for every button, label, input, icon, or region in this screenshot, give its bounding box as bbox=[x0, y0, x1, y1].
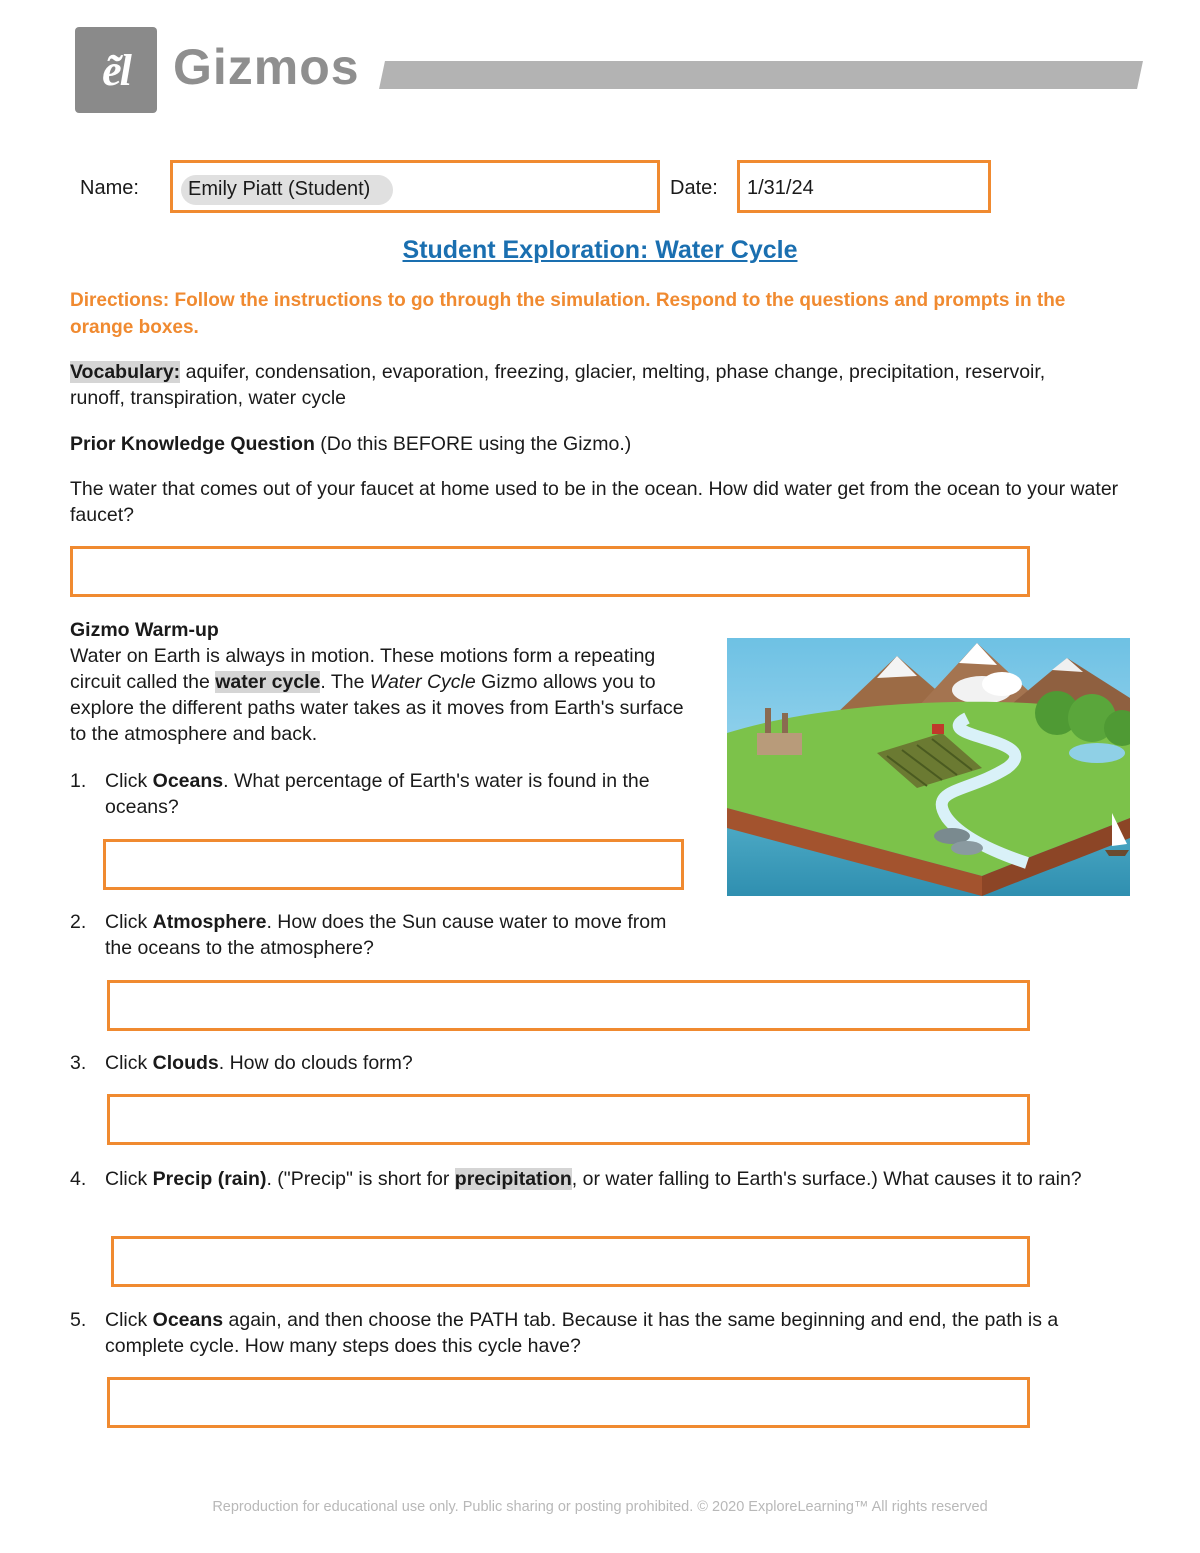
gizmos-logo bbox=[75, 27, 157, 113]
copyright-footer: Reproduction for educational use only. Public sharing or posting prohibited. © 2020 ExploreLearning™ All rights reserved bbox=[212, 1499, 988, 1515]
water-cycle-term: water cycle bbox=[215, 671, 321, 693]
date-label: Date: bbox=[670, 177, 718, 199]
question-3-number: 3. bbox=[70, 1052, 87, 1074]
worksheet-title: Student Exploration: Water Cycle bbox=[402, 236, 798, 264]
prior-knowledge-question: The water that comes out of your faucet at home used to be in the ocean. How did water get from the ocean to your water faucet? bbox=[70, 478, 1119, 526]
explorelearning-el-logo-icon: ẽl bbox=[102, 45, 130, 95]
question-3-text: Click Clouds. How do clouds form? bbox=[105, 1052, 413, 1074]
brand-name: Gizmos bbox=[173, 39, 360, 95]
question-4-text: Click Precip (rain). ("Precip" is short for precipitation, or water falling to Earth's surface.) What causes it to rain? bbox=[105, 1168, 1082, 1190]
directions-text: Directions: Follow the instructions to go through the simulation. Respond to the questions and prompts in the orange boxes. bbox=[70, 290, 1066, 338]
question-5-number: 5. bbox=[70, 1309, 87, 1331]
name-label: Name: bbox=[80, 177, 139, 199]
warmup-heading: Gizmo Warm-up bbox=[70, 619, 219, 641]
vocabulary-terms: aquifer, condensation, evaporation, freezing, glacier, melting, phase change, precipitation, reservoir, runoff, transpiration, water cycle bbox=[70, 361, 1046, 409]
question-5-text: Click Oceans again, and then choose the PATH tab. Because it has the same beginning and end, the path is a complete cycle. How many steps does this cycle have? bbox=[105, 1309, 1059, 1357]
prior-knowledge-answer-box[interactable] bbox=[70, 546, 1030, 597]
prior-knowledge-note: (Do this BEFORE using the Gizmo.) bbox=[314, 433, 632, 455]
question-5-answer-box[interactable] bbox=[107, 1377, 1030, 1428]
question-4-number: 4. bbox=[70, 1168, 87, 1190]
vocabulary-block bbox=[70, 359, 1070, 411]
question-2-text: Click Atmosphere. How does the Sun cause water to move from the oceans to the atmosphere? bbox=[105, 911, 667, 959]
question-2-answer-box[interactable] bbox=[107, 980, 1030, 1031]
question-4-answer-box[interactable] bbox=[111, 1236, 1030, 1287]
question-1-text: Click Oceans. What percentage of Earth's water is found in the oceans? bbox=[105, 770, 650, 818]
warmup-intro: Water on Earth is always in motion. These motions form a repeating circuit called the water cycle. The Water Cycle Gizmo allows you to explore the different paths water takes as it moves from Earth's surface to the atmosphere and back. bbox=[70, 645, 684, 745]
question-1-number: 1. bbox=[70, 770, 87, 792]
prior-knowledge-heading-line bbox=[70, 431, 1070, 457]
precipitation-term: precipitation bbox=[454, 1168, 572, 1190]
question-3-answer-box[interactable] bbox=[107, 1094, 1030, 1145]
question-2-number: 2. bbox=[70, 911, 87, 933]
name-value: Emily Piatt (Student) bbox=[188, 178, 371, 200]
header-bar bbox=[379, 61, 1143, 89]
vocabulary-label: Vocabulary: bbox=[70, 361, 181, 383]
water-cycle-gizmo-image bbox=[727, 638, 1130, 896]
question-1-answer-box[interactable] bbox=[103, 839, 684, 890]
date-value: 1/31/24 bbox=[747, 177, 814, 199]
prior-knowledge-heading: Prior Knowledge Question bbox=[70, 433, 315, 455]
